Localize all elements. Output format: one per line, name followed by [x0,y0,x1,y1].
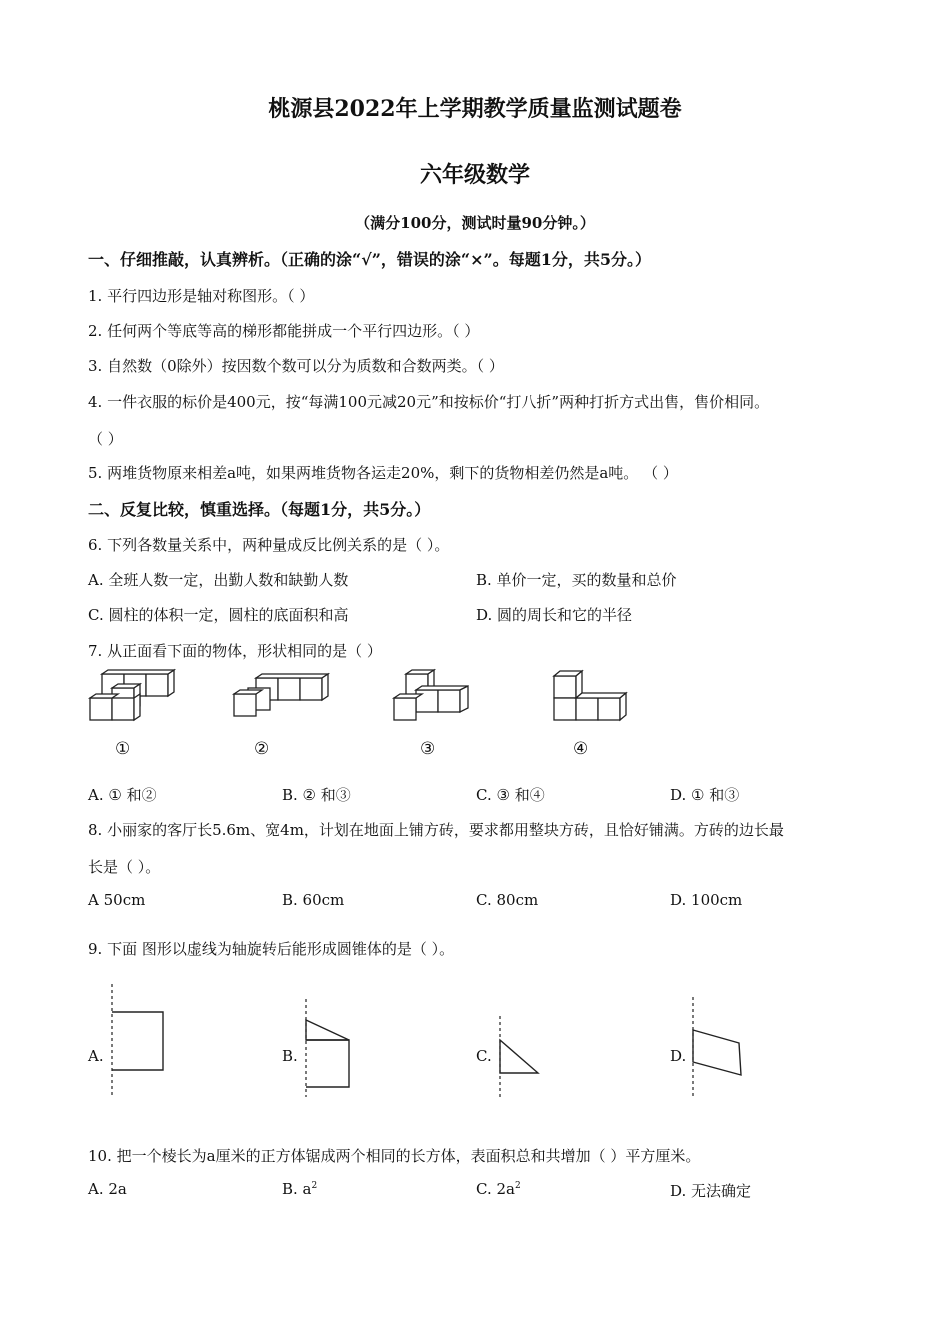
q5: 5. 两堆货物原来相差a吨，如果两堆货物各运走20%，剩下的货物相差仍然是a吨。 （ ） [88,464,678,482]
exam-note: （满分100分，测试时量90分钟。） [355,214,595,232]
q10-option-a: A. 2a [88,1180,127,1198]
q9-figure-c [490,1012,546,1104]
q9-option-c: C. [476,1047,492,1065]
q7-option-b: B. ② 和③ [282,786,351,804]
q6-option-d: D. 圆的周长和它的半径 [476,606,633,624]
q2: 2. 任何两个等底等高的梯形都能拼成一个平行四边形。（ ） [88,322,480,340]
q6-option-b: B. 单价一定，买的数量和总价 [476,571,677,589]
q9-figure-a [100,980,170,1102]
q10-option-c-exponent: 2 [514,1181,521,1191]
q9-option-a: A. [88,1047,104,1065]
section2-heading: 二、反复比较，慎重选择。（每题1分，共5分。） [88,500,431,519]
q9-stem: 9. 下面 图形以虚线为轴旋转后能形成圆锥体的是（ ）。 [88,940,455,958]
q10-option-d: D. 无法确定 [670,1182,752,1200]
q7-label-1: ① [115,739,131,759]
q7-label-3: ③ [420,739,436,759]
section1-heading: 一、仔细推敲，认真辨析。（正确的涂“√”，错误的涂“×”。每题1分，共5分。） [88,250,652,269]
q4-answer: （ ） [88,430,123,448]
q7-figure-3 [388,668,488,728]
q6-option-c: C. 圆柱的体积一定，圆柱的底面积和高 [88,606,349,624]
q9-option-b: B. [282,1047,298,1065]
q9-option-d: D. [670,1047,687,1065]
q8-option-b: B. 60cm [282,891,345,909]
q10-option-c [476,1180,521,1198]
q3: 3. 自然数（0除外）按因数个数可以分为质数和合数两类。（ ） [88,357,504,375]
q6-option-a: A. 全班人数一定，出勤人数和缺勤人数 [88,571,349,589]
q7-figure-4 [548,668,632,726]
q10-stem: 10. 把一个棱长为a厘米的正方体锯成两个相同的长方体，表面积总和共增加（ ）平方厘米。 [88,1147,701,1165]
q8-option-a: A 50cm [88,891,146,909]
q7-figure-1 [84,668,184,728]
q8-stem-line1: 8. 小丽家的客厅长5.6m、宽4m，计划在地面上铺方砖，要求都用整块方砖，且恰好铺满。方砖的边长最 [88,821,784,839]
q8-option-d: D. 100cm [670,891,743,909]
q9-figure-d [683,993,749,1101]
q10-option-b [282,1180,317,1198]
q10-option-b-exponent: 2 [311,1181,318,1191]
q7-figure-2 [230,672,340,724]
page-title: 桃源县2022年上学期教学质量监测试题卷 [268,96,682,122]
q10-option-b-text: B. a [282,1180,312,1198]
q7-label-4: ④ [573,739,589,759]
q7-label-2: ② [254,739,270,759]
q9-figure-b [296,995,356,1101]
subject-title: 六年级数学 [419,162,530,188]
q10-option-c-text: C. 2a [476,1180,515,1198]
q6-stem: 6. 下列各数量关系中，两种量成反比例关系的是（ ）。 [88,536,450,554]
q8-option-c: C. 80cm [476,891,539,909]
q7-option-c: C. ③ 和④ [476,786,545,804]
q4: 4. 一件衣服的标价是400元，按“每满100元减20元”和按标价“打八折”两种打折方式出售，售价相同。 [88,393,770,411]
q7-option-a: A. ① 和② [88,786,157,804]
q1: 1. 平行四边形是轴对称图形。（ ） [88,287,315,305]
q8-stem-line2: 长是（ ）。 [88,858,161,876]
q7-stem: 7. 从正面看下面的物体，形状相同的是（ ） [88,642,382,660]
q7-option-d: D. ① 和③ [670,786,740,804]
